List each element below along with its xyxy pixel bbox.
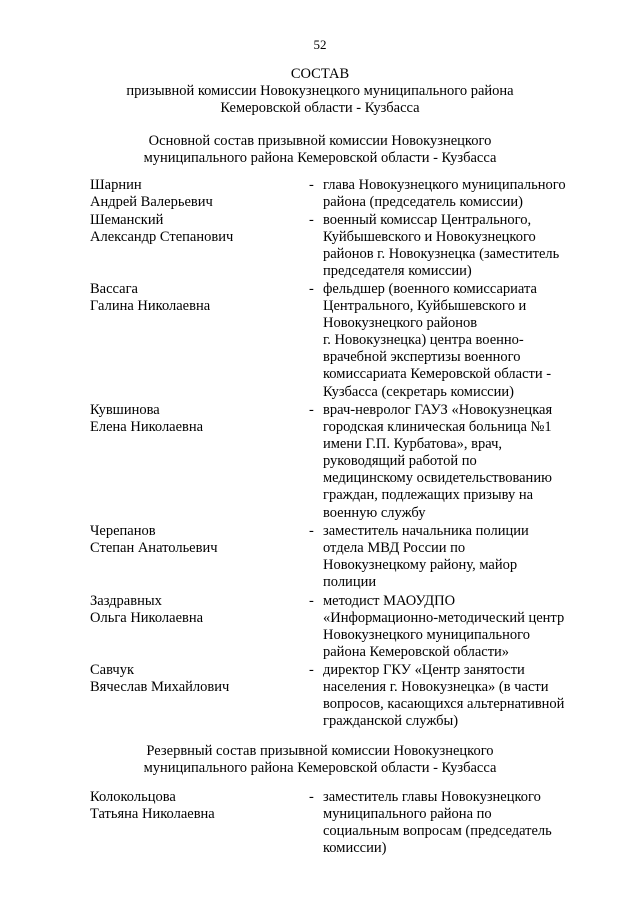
member-role-line: фельдшер (военного комиссариата <box>323 281 537 297</box>
member-name-line: Колокольцова <box>90 789 176 805</box>
member-role-line: военную службу <box>323 504 426 521</box>
member-name-line: Кувшинова <box>90 402 160 418</box>
member-role-line: методист МАОУДПО <box>323 593 456 609</box>
reserve-section-heading <box>0 743 640 777</box>
member-role-line: муниципального района по <box>323 806 492 823</box>
title-line: Кемеровской области - Кузбасса <box>220 100 420 116</box>
title-line: призывной комиссии Новокузнецкого муниципального района <box>126 83 514 99</box>
member-name-line: Андрей Валерьевич <box>90 194 213 211</box>
document-title <box>0 66 640 117</box>
member-name <box>90 662 300 696</box>
member-role-line: Новокузнецкому району, майор <box>323 557 518 574</box>
member-name <box>90 212 300 246</box>
member-role-line: Куйбышевского и Новокузнецкого <box>323 229 536 246</box>
member-role-line: комиссии) <box>323 840 387 857</box>
member-role-line: Новокузнецкого районов <box>323 315 478 332</box>
member-role <box>323 789 587 857</box>
section-heading-line: муниципального района Кемеровской области - Кузбасса <box>143 150 497 166</box>
member-name-line: Черепанов <box>90 523 156 539</box>
member-role-line: Кузбасса (секретарь комиссии) <box>323 383 514 400</box>
member-name-line: Шарнин <box>90 177 142 193</box>
member-role-line: района (председатель комиссии) <box>323 194 523 211</box>
member-role-line: медицинскому освидетельствованию <box>323 470 552 487</box>
member-role <box>323 281 587 401</box>
member-role-line: населения г. Новокузнецка» (в части <box>323 679 549 696</box>
member-role-line: граждан, подлежащих призыву на <box>323 487 534 504</box>
member-role <box>323 402 587 522</box>
member-dash: - <box>309 593 314 609</box>
member-name-line: Шеманский <box>90 212 164 228</box>
member-role-line: врачебной экспертизы военного <box>323 349 521 366</box>
member-dash: - <box>309 402 314 418</box>
member-role-line: вопросов, касающихся альтернативной <box>323 696 565 713</box>
member-name <box>90 177 300 211</box>
member-name-line: Степан Анатольевич <box>90 540 218 557</box>
member-name-line: Ольга Николаевна <box>90 610 204 627</box>
member-role <box>323 177 587 211</box>
page-number: 52 <box>313 37 327 52</box>
member-role-line: отдела МВД России по <box>323 540 466 557</box>
member-role-line: глава Новокузнецкого муниципального <box>323 177 566 193</box>
member-name-line: Савчук <box>90 662 134 678</box>
member-role-line: врач-невролог ГАУЗ «Новокузнецкая <box>323 402 553 418</box>
member-name-line: Вассага <box>90 281 138 297</box>
member-role-line: заместитель начальника полиции <box>323 523 529 539</box>
member-dash: - <box>309 281 314 297</box>
member-dash: - <box>309 662 314 678</box>
member-role-line: Новокузнецкого муниципального <box>323 627 530 644</box>
member-name-line: Елена Николаевна <box>90 419 204 436</box>
member-name-line: Заздравных <box>90 593 162 609</box>
member-name <box>90 593 300 627</box>
member-role-line: «Информационно-методический центр <box>323 610 565 627</box>
member-role-line: городская клиническая больница №1 <box>323 419 552 436</box>
member-name <box>90 281 300 315</box>
section-heading-line: муниципального района Кемеровской области - Кузбасса <box>143 760 497 776</box>
member-dash: - <box>309 177 314 193</box>
member-role-line: директор ГКУ «Центр занятости <box>323 662 525 678</box>
member-role-line: г. Новокузнецка) центра военно- <box>323 332 524 349</box>
member-role-line: социальным вопросам (председатель <box>323 823 552 840</box>
member-dash: - <box>309 212 314 228</box>
member-role-line: заместитель главы Новокузнецкого <box>323 789 541 805</box>
member-role-line: районов г. Новокузнецка (заместитель <box>323 246 560 263</box>
member-role-line: военный комиссар Центрального, <box>323 212 532 228</box>
member-role-line: имени Г.П. Курбатова», врач, <box>323 436 502 453</box>
member-role <box>323 593 587 661</box>
member-name-line: Татьяна Николаевна <box>90 806 215 823</box>
member-role-line: руководящий работой по <box>323 453 477 470</box>
member-role-line: председателя комиссии) <box>323 263 472 280</box>
member-role-line: комиссариата Кемеровской области - <box>323 366 552 383</box>
member-name <box>90 523 300 557</box>
member-role <box>323 212 587 280</box>
member-role <box>323 662 587 730</box>
member-role-line: гражданской службы) <box>323 713 459 730</box>
member-role <box>323 523 587 591</box>
member-name <box>90 789 300 823</box>
member-role-line: района Кемеровской области» <box>323 644 510 661</box>
member-dash: - <box>309 789 314 805</box>
member-dash: - <box>309 523 314 539</box>
member-name-line: Вячеслав Михайлович <box>90 679 230 696</box>
section-heading-line: Основной состав призывной комиссии Новокузнецкого <box>148 133 492 149</box>
member-name <box>90 402 300 436</box>
title-word: СОСТАВ <box>290 66 350 82</box>
member-name-line: Галина Николаевна <box>90 298 211 315</box>
section-heading-line: Резервный состав призывной комиссии Новокузнецкого <box>146 743 494 759</box>
member-role-line: Центрального, Куйбышевского и <box>323 298 527 315</box>
member-role-line: полиции <box>323 574 377 591</box>
member-name-line: Александр Степанович <box>90 229 234 246</box>
main-section-heading <box>0 133 640 167</box>
